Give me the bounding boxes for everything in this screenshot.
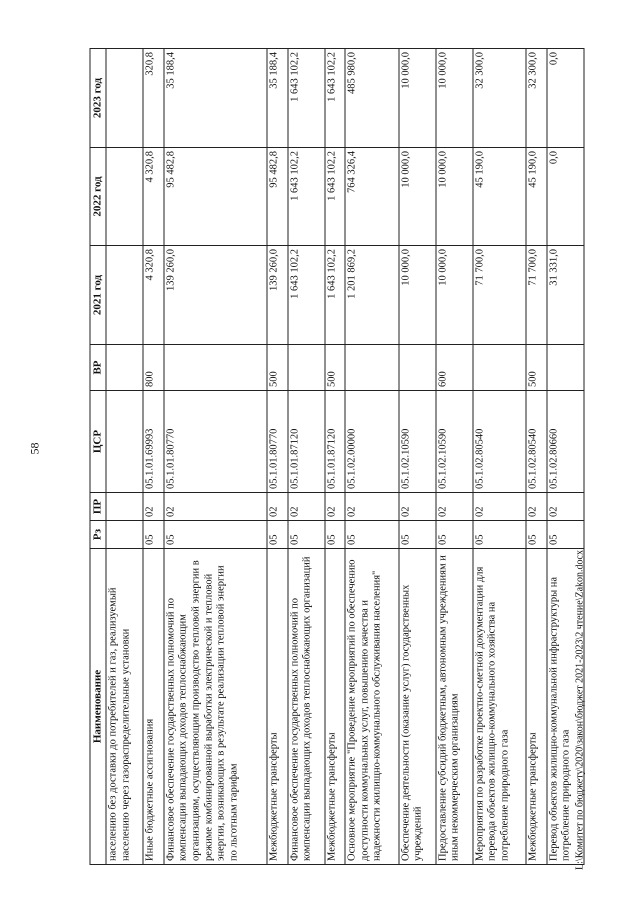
row-name: Перевод объектов жилищно-коммунальной инфраструктуры на потребление природного газа	[547, 549, 584, 865]
budget-table-container	[90, 49, 585, 865]
budget-table	[90, 48, 585, 865]
row-2022: 0,0	[547, 148, 584, 246]
col-header-2022: 2022 год	[90, 148, 106, 246]
row-csr	[106, 391, 143, 493]
row-name: населению без доставки до потребителей и газ, реализуемый населению через газораспределительные установки	[106, 549, 143, 865]
row-rz: 05	[473, 521, 527, 549]
row-vr	[164, 345, 267, 391]
row-2021: 10 000,0	[399, 246, 436, 345]
row-2021: 139 260,0	[164, 246, 267, 345]
row-rz: 05	[143, 521, 164, 549]
row-vr	[473, 345, 527, 391]
row-vr: 600	[436, 345, 473, 391]
row-vr	[288, 345, 325, 391]
row-pr: 02	[325, 493, 346, 521]
row-csr: 05.1.02.80540	[473, 391, 527, 493]
table-row	[473, 49, 527, 865]
row-2022: 10 000,0	[436, 148, 473, 246]
row-pr: 02	[436, 493, 473, 521]
col-header-csr: ЦСР	[90, 391, 106, 493]
row-pr: 02	[345, 493, 399, 521]
row-2021: 1 201 869,2	[345, 246, 399, 345]
row-rz: 05	[267, 521, 288, 549]
row-vr	[106, 345, 143, 391]
row-vr: 500	[526, 345, 547, 391]
row-csr: 05.1.01.80770	[267, 391, 288, 493]
table-row	[436, 49, 473, 865]
row-csr: 05.1.01.87120	[325, 391, 346, 493]
row-csr: 05.1.01.87120	[288, 391, 325, 493]
col-header-2023: 2023 год	[90, 49, 106, 148]
table-row	[399, 49, 436, 865]
row-rz	[106, 521, 143, 549]
row-name: Мероприятия по разработке проектно-сметной документации для перевода объектов жилищно-коммунального хозяйства на потребление природного газа	[473, 549, 527, 865]
col-header-rz: Рз	[90, 521, 106, 549]
row-csr: 05.1.02.80540	[526, 391, 547, 493]
row-pr: 02	[267, 493, 288, 521]
table-row	[288, 49, 325, 865]
footer-file-path: L:\Комитет по бюджету\2020\закон\бюджет 2021-2023\2 чтение\Zakon.docx	[574, 550, 586, 870]
row-csr: 05.1.02.10590	[399, 391, 436, 493]
table-row	[325, 49, 346, 865]
row-2021	[106, 246, 143, 345]
row-rz: 05	[436, 521, 473, 549]
row-2023: 1 643 102,2	[325, 49, 346, 148]
row-2021: 10 000,0	[436, 246, 473, 345]
row-2022	[106, 148, 143, 246]
row-pr: 02	[473, 493, 527, 521]
row-rz: 05	[325, 521, 346, 549]
row-2021: 139 260,0	[267, 246, 288, 345]
row-rz: 05	[526, 521, 547, 549]
row-2022: 45 190,0	[473, 148, 527, 246]
table-row	[164, 49, 267, 865]
row-2022: 95 482,8	[164, 148, 267, 246]
row-2021: 71 700,0	[473, 246, 527, 345]
row-pr	[106, 493, 143, 521]
row-pr: 02	[164, 493, 267, 521]
row-2023: 35 188,4	[164, 49, 267, 148]
row-2023: 35 188,4	[267, 49, 288, 148]
row-name: Межбюджетные трансферты	[526, 549, 547, 865]
row-vr: 500	[325, 345, 346, 391]
row-2022: 764 326,4	[345, 148, 399, 246]
row-2022: 95 482,8	[267, 148, 288, 246]
row-csr: 05.1.02.10590	[436, 391, 473, 493]
row-2023: 32 300,0	[473, 49, 527, 148]
row-pr: 02	[547, 493, 584, 521]
page-number: 58	[27, 442, 42, 455]
row-pr: 02	[288, 493, 325, 521]
col-header-vr: ВР	[90, 345, 106, 391]
row-2023: 1 643 102,2	[288, 49, 325, 148]
row-2021: 1 643 102,2	[325, 246, 346, 345]
table-row	[106, 49, 143, 865]
row-pr: 02	[399, 493, 436, 521]
row-csr: 05.1.02.80660	[547, 391, 584, 493]
row-pr: 02	[143, 493, 164, 521]
row-vr: 800	[143, 345, 164, 391]
row-pr: 02	[526, 493, 547, 521]
row-2023: 320,8	[143, 49, 164, 148]
row-2021: 4 320,8	[143, 246, 164, 345]
row-name: Иные бюджетные ассигнования	[143, 549, 164, 865]
table-row	[267, 49, 288, 865]
row-2022: 10 000,0	[399, 148, 436, 246]
row-rz: 05	[399, 521, 436, 549]
row-vr: 500	[267, 345, 288, 391]
row-2022: 1 643 102,2	[288, 148, 325, 246]
row-vr	[399, 345, 436, 391]
col-header-pr: ПР	[90, 493, 106, 521]
row-rz: 05	[288, 521, 325, 549]
row-name: Финансовое обеспечение государственных полномочий по компенсации выпадающих доходов теплоснабжающих организаций	[288, 549, 325, 865]
row-2023: 32 300,0	[526, 49, 547, 148]
row-vr	[547, 345, 584, 391]
row-name: Предоставление субсидий бюджетным, автономным учреждениям и иным некоммерческим организациям	[436, 549, 473, 865]
row-2022: 4 320,8	[143, 148, 164, 246]
row-rz: 05	[547, 521, 584, 549]
row-2023	[106, 49, 143, 148]
table-row	[345, 49, 399, 865]
row-csr: 05.1.01.69993	[143, 391, 164, 493]
table-header-row	[90, 49, 106, 865]
row-2023: 485 980,0	[345, 49, 399, 148]
row-2021: 31 331,0	[547, 246, 584, 345]
row-2023: 10 000,0	[399, 49, 436, 148]
row-rz: 05	[164, 521, 267, 549]
row-name: Обеспечение деятельности (оказание услуг) государственных учреждений	[399, 549, 436, 865]
row-2022: 45 190,0	[526, 148, 547, 246]
table-row	[526, 49, 547, 865]
row-2023: 10 000,0	[436, 49, 473, 148]
table-row	[143, 49, 164, 865]
row-csr: 05.1.01.80770	[164, 391, 267, 493]
row-name: Межбюджетные трансферты	[325, 549, 346, 865]
row-name: Межбюджетные трансферты	[267, 549, 288, 865]
row-vr	[345, 345, 399, 391]
row-name: Основное мероприятие "Проведение мероприятий по обеспечению доступности коммунальных услуг, повышению качества и надежности жилищно-коммунального обслуживания населения"	[345, 549, 399, 865]
row-csr: 05.1.02.00000	[345, 391, 399, 493]
row-2023: 0,0	[547, 49, 584, 148]
row-2022: 1 643 102,2	[325, 148, 346, 246]
row-rz: 05	[345, 521, 399, 549]
col-header-2021: 2021 год	[90, 246, 106, 345]
col-header-name: Наименование	[90, 549, 106, 865]
row-2021: 1 643 102,2	[288, 246, 325, 345]
row-2021: 71 700,0	[526, 246, 547, 345]
row-name: Финансовое обеспечение государственных полномочий по компенсации выпадающих доходов теплоснабжающим организациям, осуществляющим производство тепловой энергии в режиме комбинированной выработки электрической и тепловой энергии, возникающих в результате реализации тепловой энергии по льготным тарифам	[164, 549, 267, 865]
